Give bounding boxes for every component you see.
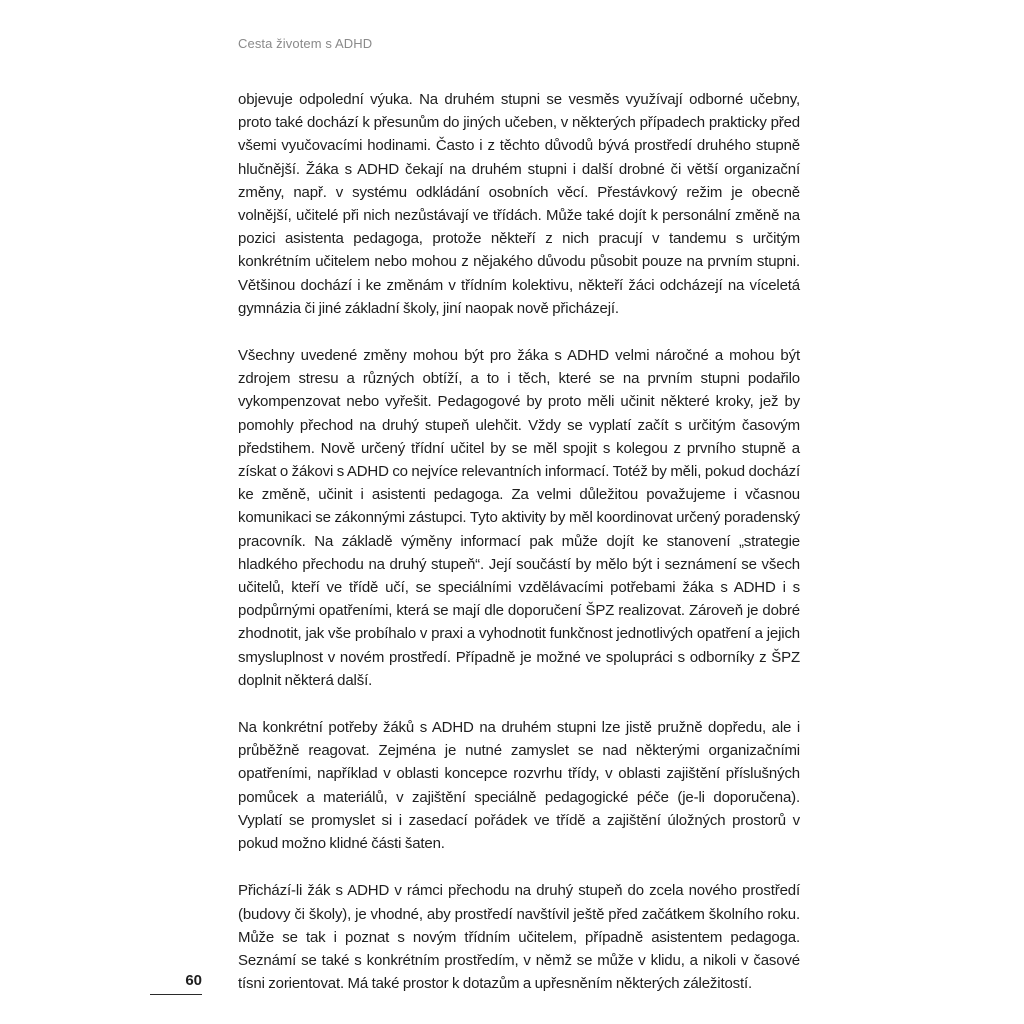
page-number-rule [150,994,202,995]
paragraph: Na konkrétní potřeby žáků s ADHD na druhém stupni lze jistě pružně dopředu, ale i průběžně reagovat. Zejména je nutné zamyslet se nad některými organizačními opatřeními, například v oblasti koncepce rozvrhu třídy, v oblasti zajištění příslušných pomůcek a materiálů, v zajištění speciálně pedagogické péče (je-li doporučena). Vyplatí se promyslet si i zasedací pořádek ve třídě a zajištění úložných prostorů v pokud možno klidné části šaten. [238,719,800,853]
body-text [238,88,800,1019]
paragraph: objevuje odpolední výuka. Na druhém stupni se vesměs využívají odborné učebny, proto také dochází k přesunům do jiných učeben, v některých případech prakticky před všemi vyučovacími hodinami. Často i z těchto důvodů bývá prostředí druhého stupně hlučnější. Žáka s ADHD čekají na druhém stupni i další drobné či větší organizační změny, např. v systému odkládání osobních věcí. Přestávkový režim je obecně volnější, učitelé při nich nezůstávají ve třídách. Může také dojít k personální změně na pozici asistenta pedagoga, protože někteří z nich pracují v tandemu s určitým konkrétním učitelem nebo mohou z nějakého důvodu působit pouze na prvním stupni. Většinou dochází i ke změnám v třídním kolektivu, někteří žáci odcházejí na víceletá gymnázia či jiné základní školy, jiní naopak nově přicházejí. [238,91,800,317]
running-header: Cesta životem s ADHD [238,36,373,51]
paragraph: Všechny uvedené změny mohou být pro žáka s ADHD velmi náročné a mohou být zdrojem stresu a různých obtíží, a to i těch, které se na prvním stupni podařilo vykompenzovat nebo vyřešit. Pedagogové by proto měli učinit některé kroky, jež by pomohly přechod na druhý stupeň ulehčit. Vždy se vyplatí začít s určitým časovým předstihem. Nově určený třídní učitel by se měl spojit s kolegou z prvního stupně a získat o žákovi s ADHD co nejvíce relevantních informací. Totéž by měli, pokud dochází ke změně, učinit i asistenti pedagoga. Za velmi důležitou považujeme i včasnou komunikaci se zákonnými zástupci. Tyto aktivity by měl koordinovat určený poradenský pracovník. Na základě výměny informací pak může dojít ke stanovení „strategie hladkého přechodu na druhý stupeň“. Její součástí by mělo být i seznámení se všech učitelů, kteří ve třídě učí, se speciálními vzdělávacími potřebami žáka s ADHD i s podpůrnými opatřeními, která se mají dle doporučení ŠPZ realizovat. Zároveň je dobré zhodnotit, jak vše probíhalo v praxi a vyhodnotit funkčnost jednotlivých opatření a jejich smysluplnost v novém prostředí. Případně je možné ve spolupráci s odborníky z ŠPZ doplnit některá další. [238,347,800,689]
paragraph: Přichází-li žák s ADHD v rámci přechodu na druhý stupeň do zcela nového prostředí (budovy či školy), je vhodné, aby prostředí navštívil ještě před začátkem školního roku. Může se tak i poznat s novým třídním učitelem, případně asistentem pedagoga. Seznámí se také s konkrétním prostředím, v němž se může v klidu, a nikoli v časové tísni zorientovat. Má také prostor k dotazům a upřesněním některých záležitostí. [238,882,800,993]
page-number: 60 [185,972,202,989]
